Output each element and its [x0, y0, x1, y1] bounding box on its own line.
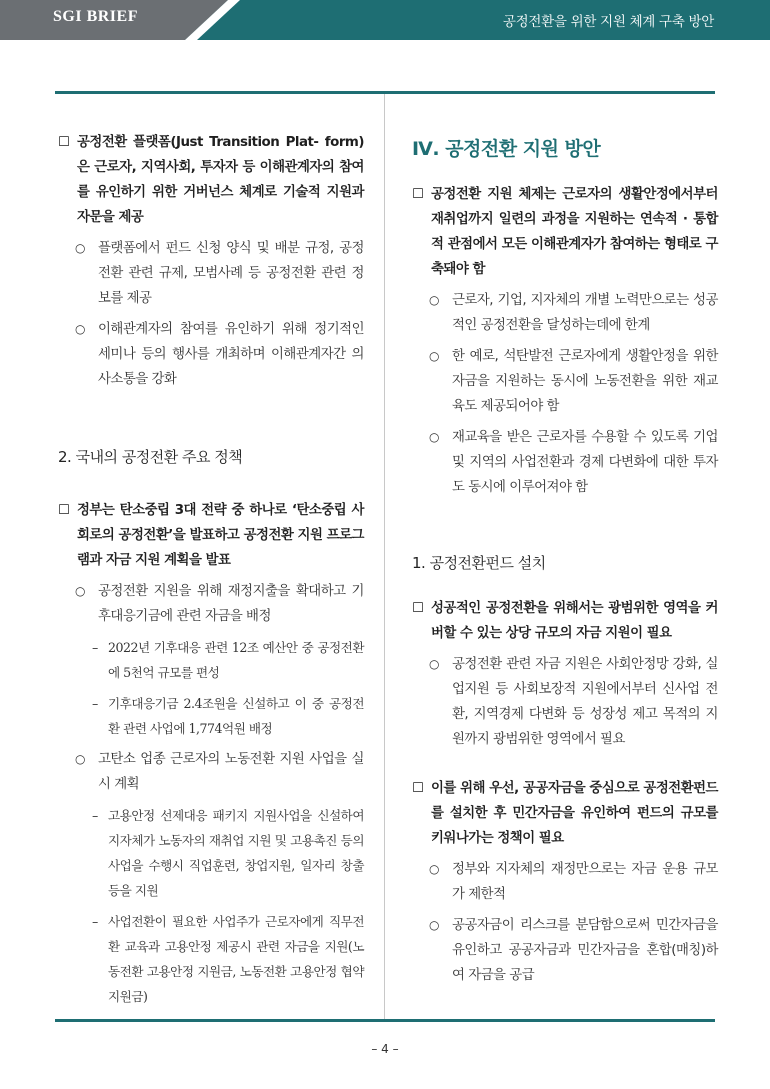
bullet-circle [412, 652, 718, 752]
section-heading: 1. 공정전환펀드 설치 [412, 554, 546, 572]
chapter-heading: Ⅳ. 공정전환 지원 방안 [412, 138, 601, 160]
bullet-text: 정부는 탄소중립 3대 전략 중 하나로 ‘탄소중립 사회로의 공정전환’을 발표하고 공정전환 지원 프로그램과 자금 지원 계획을 발표 [77, 503, 364, 568]
circle-marker: ○ [75, 752, 85, 766]
bullet-text: 근로자, 기업, 지자체의 개별 노력만으로는 성공적인 공정전환을 달성하는데에 한계 [452, 293, 718, 333]
bullet-text: 공정전환 지원 체제는 근로자의 생활안정에서부터 재취업까지 일련의 과정을 지원하는 연속적 · 통합적 관점에서 모든 이해관계자가 참여하는 형태로 구축돼야 함 [431, 187, 718, 277]
left-column [58, 130, 364, 1009]
bullet-circle [412, 857, 718, 907]
bullet-square [58, 130, 364, 230]
bullet-dash [58, 803, 364, 903]
page-header [0, 0, 770, 40]
bullet-text: 공정전환 지원을 위해 재정지출을 확대하고 기후대응기금에 관련 자금을 배정 [98, 584, 364, 624]
right-column [412, 136, 718, 988]
bullet-circle [412, 288, 718, 338]
square-marker: ☐ [412, 187, 424, 202]
dash-marker: – [92, 808, 98, 823]
header-document-title: 공정전환을 위한 지원 체계 구축 방안 [502, 14, 714, 30]
bullet-circle [412, 425, 718, 500]
circle-marker: ○ [429, 430, 439, 444]
brand-title: SGI BRIEF [53, 8, 138, 25]
circle-marker: ○ [75, 241, 85, 255]
bottom-rule [55, 1019, 715, 1022]
bullet-text: 한 예로, 석탄발전 근로자에게 생활안정을 위한 자금을 지원하는 동시에 노동전환을 위한 재교육도 제공되어야 함 [452, 349, 718, 414]
circle-marker: ○ [429, 862, 439, 876]
bullet-text: 기후대응기금 2.4조원을 신설하고 이 중 공정전환 관련 사업에 1,774억원 배정 [108, 696, 364, 736]
bullet-circle [58, 579, 364, 629]
top-rule [55, 91, 715, 94]
dash-marker: – [92, 640, 98, 655]
bullet-text: 2022년 기후대응 관련 12조 예산안 중 공정전환에 5천억 규모를 편성 [108, 640, 364, 680]
bullet-text: 공정전환 관련 자금 지원은 사회안정망 강화, 실업지원 등 사회보장적 지원에서부터 신사업 전환, 지역경제 다변화 등 성장성 제고 목적의 지원까지 광범위한 영역에서 필요 [452, 657, 718, 747]
circle-marker: ○ [429, 918, 439, 932]
bullet-square [412, 596, 718, 646]
bullet-text: 공정전환 플랫폼(Just Transition Plat- form)은 근로자, 지역사회, 투자자 등 이해관계자의 참여를 유인하기 위한 거버넌스 체계로 기술적 지원과 자문을 제공 [77, 135, 364, 225]
bullet-text: 공공자금이 리스크를 분담함으로써 민간자금을 유인하고 공공자금과 민간자금을 혼합(매칭)하여 자금을 공급 [452, 918, 718, 983]
bullet-circle [58, 236, 364, 311]
bullet-circle [58, 747, 364, 797]
square-marker: ☐ [412, 601, 424, 616]
bullet-text: 이해관계자의 참여를 유인하기 위해 정기적인 세미나 등의 행사를 개최하며 이해관계자간 의사소통을 강화 [98, 322, 364, 387]
bullet-text: 재교육을 받은 근로자를 수용할 수 있도록 기업 및 지역의 사업전환과 경제 다변화에 대한 투자도 동시에 이루어져야 함 [452, 430, 718, 495]
bullet-text: 정부와 지자체의 재정만으로는 자금 운용 규모가 제한적 [452, 862, 718, 902]
circle-marker: ○ [75, 322, 85, 336]
square-marker: ☐ [58, 135, 70, 150]
bullet-text: 고용안정 선제대응 패키지 지원사업을 신설하여 지자체가 노동자의 재취업 지원 및 고용촉진 등의 사업을 수행시 직업훈련, 창업지원, 일자리 창출 등을 지원 [108, 808, 364, 898]
bullet-circle [58, 317, 364, 392]
bullet-square [412, 182, 718, 282]
circle-marker: ○ [429, 293, 439, 307]
page-number: – 4 – [371, 1042, 399, 1056]
dash-marker: – [92, 696, 98, 711]
bullet-text: 플랫폼에서 펀드 신청 양식 및 배분 규정, 공정전환 관련 규제, 모범사례 등 공정전환 관련 정보를 제공 [98, 241, 364, 306]
bullet-square [58, 498, 364, 573]
bullet-square [412, 776, 718, 851]
circle-marker: ○ [429, 657, 439, 671]
bullet-text: 성공적인 공정전환을 위해서는 광범위한 영역을 커버할 수 있는 상당 규모의 자금 지원이 필요 [431, 601, 718, 641]
square-marker: ☐ [412, 781, 424, 796]
bullet-dash [58, 909, 364, 1009]
bullet-circle [412, 913, 718, 988]
dash-marker: – [92, 914, 98, 929]
bullet-text: 고탄소 업종 근로자의 노동전환 지원 사업을 실시 계획 [98, 752, 364, 792]
circle-marker: ○ [75, 584, 85, 598]
column-divider [384, 94, 385, 1019]
circle-marker: ○ [429, 349, 439, 363]
bullet-text: 사업전환이 필요한 사업주가 근로자에게 직무전환 교육과 고용안정 제공시 관련 자금을 지원(노동전환 고용안정 지원금, 노동전환 고용안정 협약지원금) [108, 914, 364, 1004]
square-marker: ☐ [58, 503, 70, 518]
bullet-text: 이를 위해 우선, 공공자금을 중심으로 공정전환펀드를 설치한 후 민간자금을 유인하여 펀드의 규모를 키워나가는 정책이 필요 [431, 781, 718, 846]
bullet-dash [58, 691, 364, 741]
bullet-dash [58, 635, 364, 685]
bullet-circle [412, 344, 718, 419]
section-heading: 2. 국내의 공정전환 주요 정책 [58, 448, 243, 466]
